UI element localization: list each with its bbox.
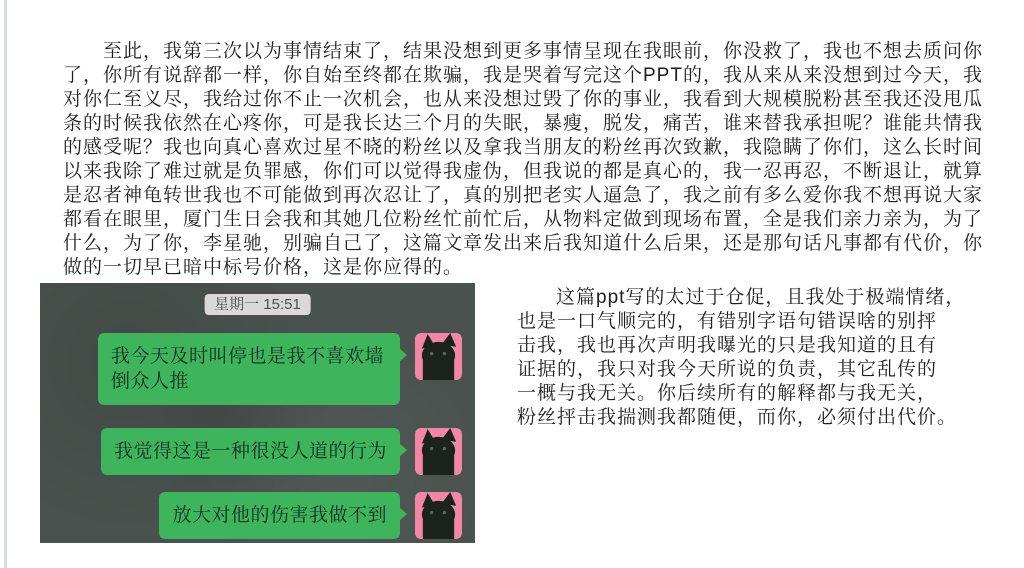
paragraph-line: 至此，我第三次以为事情结束了，结果没想到更多事情呈现在我眼前，你没救了，我也不想去质问你: [103, 41, 984, 62]
paragraph-line: 这篇ppt写的太过于仓促，且我处于极端情绪，: [556, 287, 966, 308]
paragraph-line: 也是一口气顺完的，有错别字语句错误啥的别抨: [517, 311, 938, 332]
closing-paragraph: [517, 286, 987, 430]
paragraph-line: 了，你所有说辞都一样，你自始至终都在欺骗，我是哭着写完这个PPT的，我从来从来没想到过今天，我: [63, 65, 983, 86]
chat-message-row: [98, 333, 462, 405]
page-edge-line: [4, 0, 7, 568]
paragraph-line: 击我，我也再次声明我曝光的只是我知道的且有: [517, 335, 938, 356]
black-cat-icon: [415, 428, 462, 475]
chat-bubble: 我觉得这是一种很没人道的行为: [101, 428, 400, 475]
black-cat-avatar: [415, 428, 462, 475]
chat-screenshot: [40, 283, 475, 543]
paragraph-line: 对你仁至义尽，我给过你不止一次机会，也从来没想过毁了你的事业，我看到大规模脱粉甚至我还没甩瓜: [63, 89, 984, 110]
paragraph-line: 以来我除了难过就是负罪感，你们可以觉得我虚伪，但我说的都是真心的，我一忍再忍，不断退让，就算: [63, 161, 984, 182]
chat-message-row: [101, 428, 462, 475]
chat-timestamp: 星期一 15:51: [204, 294, 311, 315]
paragraph-line: 的感受呢？我也向真心喜欢过星不晓的粉丝以及拿我当朋友的粉丝再次致歉，我隐瞒了你们，这么长时间: [63, 137, 984, 158]
chat-message-row: [159, 492, 462, 539]
black-cat-avatar: [415, 333, 462, 380]
black-cat-icon: [415, 492, 462, 539]
chat-bubble: 放大对他的伤害我做不到: [159, 492, 400, 539]
paragraph-line: 一概与我无关。你后续所有的解释都与我无关，: [517, 383, 938, 404]
chat-bubble: 我今天及时叫停也是我不喜欢墙倒众人推: [98, 333, 400, 405]
paragraph-line: 什么，为了你，李星驰，别骗自己了，这篇文章发出来后我知道什么后果，还是那句话凡事都有代价，你: [63, 233, 984, 254]
paragraph-line: 都看在眼里，厦门生日会我和其她几位粉丝忙前忙后，从物料定做到现场布置，全是我们亲力亲为，为了: [63, 209, 984, 230]
paragraph-line: 是忍者神龟转世我也不可能做到再次忍让了，真的别把老实人逼急了，我之前有多么爱你我不想再说大家: [63, 185, 984, 206]
paragraph-line: 粉丝抨击我揣测我都随便，而你，必须付出代价。: [517, 407, 958, 428]
paragraph-line: 做的一切早已暗中标号价格，这是你应得的。: [63, 257, 464, 278]
opening-paragraph: [63, 40, 984, 280]
black-cat-icon: [415, 333, 462, 380]
black-cat-avatar: [415, 492, 462, 539]
paragraph-line: 证据的，我只对我今天所说的负责，其它乱传的: [517, 359, 938, 380]
paragraph-line: 条的时候我依然在心疼你，可是我长达三个月的失眠，暴瘦，脱发，痛苦，谁来替我承担呢？谁能共情我: [63, 113, 984, 134]
